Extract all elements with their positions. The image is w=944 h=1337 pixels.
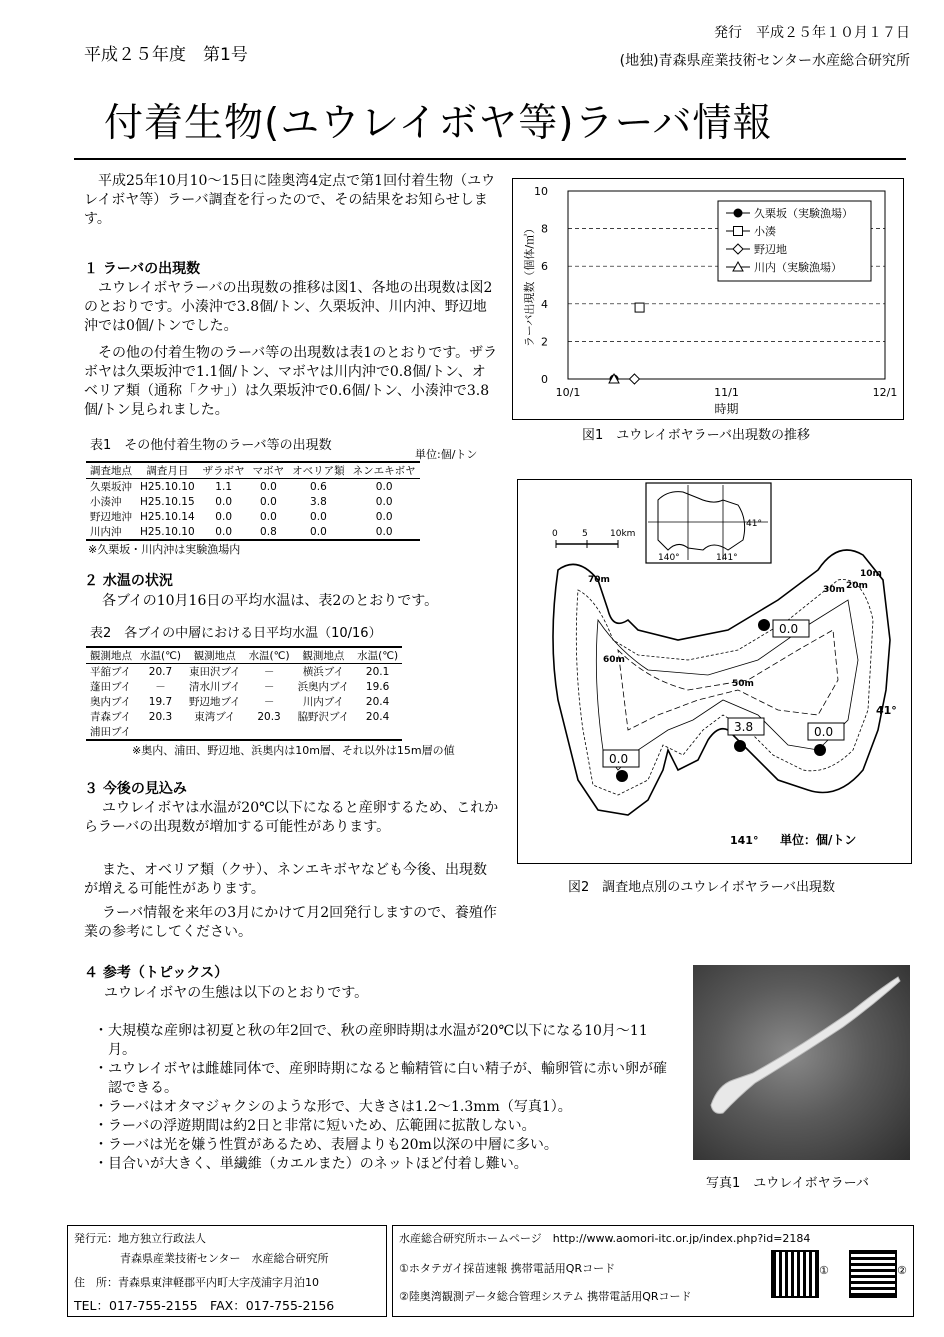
- station-value: 0.0: [779, 622, 799, 636]
- table-cell: H25.10.10: [140, 480, 195, 493]
- table1: [86, 461, 420, 541]
- footer-publisher-box: [67, 1225, 387, 1317]
- table-row: [86, 709, 402, 724]
- table-cell: 20.3: [148, 710, 173, 723]
- table-cell: H25.10.15: [140, 495, 195, 508]
- section3-heading: ３ 今後の見込み: [84, 781, 187, 797]
- figure2-caption: 図2 調査地点別のユウレイボヤラーバ出現数: [568, 880, 835, 895]
- table-header-cell: 調査地点: [86, 462, 136, 479]
- table-header-cell: ザラボヤ: [199, 462, 249, 479]
- table-cell: 川内沖: [86, 524, 136, 540]
- section4-heading: ４ 参考（トピックス）: [84, 965, 229, 981]
- table-cell: 蓬田ブイ: [90, 681, 132, 693]
- bay-map: [518, 480, 911, 863]
- topic-item: ・大規模な産卵は初夏と秋の年2回で、秋の産卵時期は水温が20℃以下になる10月～11月。: [94, 1023, 648, 1058]
- table-cell: 0.0: [349, 524, 420, 540]
- table-cell: [353, 724, 402, 740]
- table-cell: [245, 724, 294, 740]
- table-cell: 19.6: [365, 680, 390, 693]
- topic-item: ・目合いが大きく、単繊維（カエルまた）のネットほど付着し難い。: [94, 1156, 528, 1172]
- depth-label: 50m: [732, 679, 754, 689]
- coord-label: 41°: [876, 704, 897, 717]
- station-marker: [814, 744, 826, 756]
- contour-line: [618, 630, 838, 730]
- issue-date: 発行 平成２５年１０月１７日: [714, 25, 910, 41]
- table-cell: 浜奥内ブイ: [297, 681, 350, 693]
- topic-item: ・ユウレイボヤは雌雄同体で、産卵時期になると輸精管に白い精子が、輸卵管に赤い卵が確認できる。: [94, 1061, 668, 1096]
- station-marker: [616, 770, 628, 782]
- section2-para: 各ブイの10月16日の平均水温は、表2のとおりです。: [102, 593, 439, 609]
- table-cell: 横浜ブイ: [302, 666, 344, 678]
- table-cell: H25.10.14: [140, 510, 195, 523]
- table-cell: 0.0: [199, 524, 249, 540]
- legend-label: 川内（実験漁場）: [754, 261, 842, 274]
- table-cell: 0.0: [215, 510, 232, 523]
- table-header-cell: 調査月日: [136, 462, 199, 479]
- footer-homepage-link[interactable]: 水産総合研究所ホームページ http://www.aomori-itc.or.jp/index.php?id=2184: [399, 1232, 811, 1245]
- publisher: (地独)青森県産業技術センター水産総合研究所: [619, 53, 910, 69]
- table-header-cell: 観測地点: [185, 647, 245, 664]
- table1-grid: [86, 461, 420, 541]
- larva-figure: [693, 965, 910, 1160]
- depth-label: 30m: [823, 585, 845, 595]
- x-tick-label: 12/1: [872, 386, 898, 399]
- table-row: [86, 679, 402, 694]
- station-value: 0.0: [814, 725, 834, 739]
- larva-photo: [693, 965, 910, 1160]
- table-cell: [136, 724, 185, 740]
- table-cell: 0.0: [260, 495, 277, 508]
- x-axis-label: 時期: [714, 402, 739, 416]
- table-cell: 0.0: [215, 495, 232, 508]
- table-cell: 20.3: [257, 710, 281, 723]
- table-cell: 0.0: [375, 495, 393, 508]
- table-row: [86, 494, 420, 509]
- coord-label: 141°: [716, 553, 738, 563]
- table-header-cell: マボヤ: [249, 462, 289, 479]
- intro-text: 平成25年10月10～15日に陸奥湾4定点で第1回付着生物（ユウレイボヤ等）ラーバ調査を行ったので、その結果をお知らせします。: [84, 173, 496, 227]
- section1-para1: ユウレイボヤラーバの出現数の推移は図1、各地の出現数は図2のとおりです。小湊沖で3.8個/トン、久栗坂沖、川内沖、野辺地沖では0個/トンでした。: [84, 280, 493, 334]
- table-row: [86, 694, 402, 709]
- map-unit: 単位：個/トン: [780, 833, 857, 847]
- x-tick-label: 11/1: [714, 386, 739, 399]
- figure1-caption: 図1 ユウレイボヤラーバ出現数の推移: [582, 428, 810, 443]
- section2-heading: ２ 水温の状況: [84, 573, 173, 589]
- y-tick-label: 4: [541, 297, 548, 311]
- table-header-cell: 観測地点: [294, 647, 354, 664]
- table-header-cell: 水温(℃): [245, 647, 294, 664]
- y-tick-label: 2: [541, 335, 548, 349]
- depth-label: 20m: [846, 581, 868, 591]
- y-tick-label: 0: [541, 373, 548, 386]
- legend-label: 久栗坂（実験漁場）: [754, 207, 853, 220]
- footer-tel: TEL：017-755-2155 FAX：017-755-2156: [74, 1298, 335, 1313]
- topic-item: ・ラーバの浮遊期間は約2日と非常に短いため、広範囲に拡散しない。: [94, 1118, 536, 1134]
- qr2-mark: ②: [897, 1264, 907, 1277]
- section3-para3: ラーバ情報を来年の3月にかけて月2回発行しますので、養殖作業の参考にしてください。: [84, 905, 497, 940]
- section1-heading: １ ラーバの出現数: [84, 261, 201, 277]
- table-row: [86, 664, 402, 680]
- station-marker: [758, 619, 770, 631]
- table-cell: [185, 724, 245, 740]
- table-cell: 浦田ブイ: [86, 724, 136, 740]
- footer-qr2-text: ②陸奥湾観測データ総合管理システム 携帯電話用QRコード: [399, 1290, 692, 1303]
- table-cell: 久栗坂沖: [90, 481, 132, 493]
- figure1-chart: [513, 179, 903, 419]
- table-row: [86, 724, 402, 740]
- table1-note: ※久栗坂・川内沖は実験漁場内: [88, 543, 241, 556]
- table-cell: 20.1: [365, 665, 390, 678]
- table-cell: －: [263, 696, 275, 708]
- depth-label: 70m: [588, 575, 610, 585]
- table1-unit: 単位:個/トン: [415, 448, 478, 461]
- station-value: 0.0: [609, 752, 629, 766]
- y-tick-label: 6: [541, 260, 548, 274]
- station-marker: [734, 740, 746, 752]
- topic-list: [94, 1022, 674, 1174]
- qr1-mark: ①: [819, 1264, 829, 1277]
- table-cell: 脇野沢ブイ: [297, 711, 350, 723]
- photo-caption: 写真1 ユウレイボヤラーバ: [706, 1176, 869, 1191]
- y-tick-label: 8: [541, 222, 548, 236]
- footer-address: 住 所：青森県東津軽郡平内町大字茂浦字月泊10: [74, 1276, 319, 1289]
- table2: [86, 646, 402, 741]
- legend-label: 野辺地: [754, 243, 787, 256]
- table-cell: 3.8: [310, 495, 327, 508]
- qr-code-1[interactable]: [771, 1250, 819, 1298]
- figure1-frame: [512, 178, 904, 420]
- table-cell: 20.4: [365, 710, 390, 723]
- page-title: 付着生物(ユウレイボヤ等)ラーバ情報: [104, 101, 773, 146]
- table-cell: －: [263, 681, 275, 693]
- table-cell: 20.7: [148, 665, 173, 678]
- table-cell: [294, 724, 354, 740]
- table-cell: 20.4: [365, 695, 390, 708]
- y-tick-label: 10: [534, 185, 548, 198]
- table2-grid: [86, 646, 402, 741]
- scale-label: 0: [552, 529, 558, 539]
- coord-label: 141°: [730, 834, 759, 847]
- table-cell: 0.0: [375, 510, 393, 523]
- table-cell: 0.0: [310, 510, 327, 523]
- footer-qr1-text: ①ホタテガイ採苗速報 携帯電話用QRコード: [399, 1262, 616, 1275]
- table2-note: ※奥内、浦田、野辺地、浜奥内は10m層、それ以外は15m層の値: [132, 744, 455, 757]
- title-rule: [74, 158, 906, 160]
- table-row: [86, 524, 420, 540]
- table-header-cell: 水温(℃): [136, 647, 185, 664]
- table-cell: 東田沢ブイ: [189, 666, 241, 678]
- table-cell: 平舘ブイ: [90, 666, 132, 678]
- table-cell: －: [155, 681, 166, 693]
- footer-publisher-name: 青森県産業技術センター 水産総合研究所: [120, 1252, 329, 1265]
- topic-item: ・ラーバは光を嫌う性質があるため、表層よりも20m以深の中層に多い。: [94, 1137, 558, 1153]
- table-cell: 青森ブイ: [90, 711, 132, 723]
- table-cell: 川内ブイ: [302, 696, 344, 708]
- y-axis-label: ラーバ出現数（個体/㎥）: [523, 222, 536, 348]
- data-point: [629, 374, 639, 384]
- table-cell: 小湊沖: [90, 496, 122, 508]
- table-cell: H25.10.10: [136, 524, 199, 540]
- legend-marker: [734, 209, 743, 218]
- data-point: [635, 303, 644, 312]
- table-cell: 野辺地沖: [90, 511, 132, 523]
- topic-item: ・ラーバはオタマジャクシのような形で、大きさは1.2～1.3mm（写真1）。: [94, 1099, 572, 1115]
- footer-publisher-label: 発行元：地方独立行政法人: [74, 1232, 206, 1245]
- table-cell: 1.1: [215, 480, 232, 493]
- table-cell: 野辺地ブイ: [189, 696, 241, 708]
- table-cell: 0.0: [260, 480, 277, 493]
- depth-label: 10m: [860, 569, 882, 579]
- table-header-cell: ネンエキボヤ: [349, 462, 420, 479]
- table-cell: 0.0: [260, 510, 277, 523]
- table-cell: 清水川ブイ: [189, 681, 241, 693]
- table-cell: 0.0: [288, 524, 349, 540]
- x-tick-label: 10/1: [555, 386, 581, 399]
- footer-links-box: [392, 1225, 914, 1317]
- table2-title: 表2 各ブイの中層における日平均水温（10/16）: [90, 626, 382, 641]
- table-header-cell: オベリア類: [288, 462, 349, 479]
- table-cell: －: [263, 666, 275, 678]
- table-cell: 東湾ブイ: [194, 711, 236, 723]
- section1-para2: その他の付着生物のラーバ等の出現数は表1のとおりです。ザラボヤは久栗坂沖で1.1個/トン、マボヤは川内沖で0.8個/トン、オベリア類（通称「クサ」）は久栗坂沖で0.6個/トン、小湊沖で3.8個/トン見られました。: [84, 345, 498, 418]
- section3-para2: また、オベリア類（クサ）、ネンエキボヤなども今後、出現数が増える可能性があります。: [84, 862, 487, 897]
- table-cell: 0.8: [249, 524, 289, 540]
- section3-para1: ユウレイボヤは水温が20℃以下になると産卵するため、これからラーバの出現数が増加する可能性があります。: [84, 800, 499, 835]
- section4-lead: ユウレイボヤの生態は以下のとおりです。: [104, 985, 369, 1001]
- issue-label: 平成２５年度 第1号: [84, 45, 248, 65]
- legend-label: 小湊: [754, 225, 776, 238]
- legend-marker: [734, 227, 743, 236]
- table-header-cell: 水温(℃): [353, 647, 402, 664]
- table-cell: 19.7: [148, 695, 173, 708]
- scale-label: 5: [582, 529, 588, 539]
- table-cell: 奥内ブイ: [90, 696, 132, 708]
- table1-title: 表1 その他付着生物のラーバ等の出現数: [90, 438, 332, 453]
- table-header-cell: 観測地点: [86, 647, 136, 664]
- depth-label: 60m: [603, 655, 625, 665]
- table-row: [86, 479, 420, 495]
- coord-label: 41°: [746, 519, 762, 529]
- table-row: [86, 509, 420, 524]
- station-value: 3.8: [734, 720, 754, 734]
- table-cell: 0.0: [375, 480, 393, 493]
- qr-code-2[interactable]: [849, 1250, 897, 1298]
- figure2-frame: [517, 479, 912, 864]
- scale-label: 10km: [610, 529, 636, 539]
- table-cell: 0.6: [310, 480, 327, 493]
- coord-label: 140°: [658, 553, 680, 563]
